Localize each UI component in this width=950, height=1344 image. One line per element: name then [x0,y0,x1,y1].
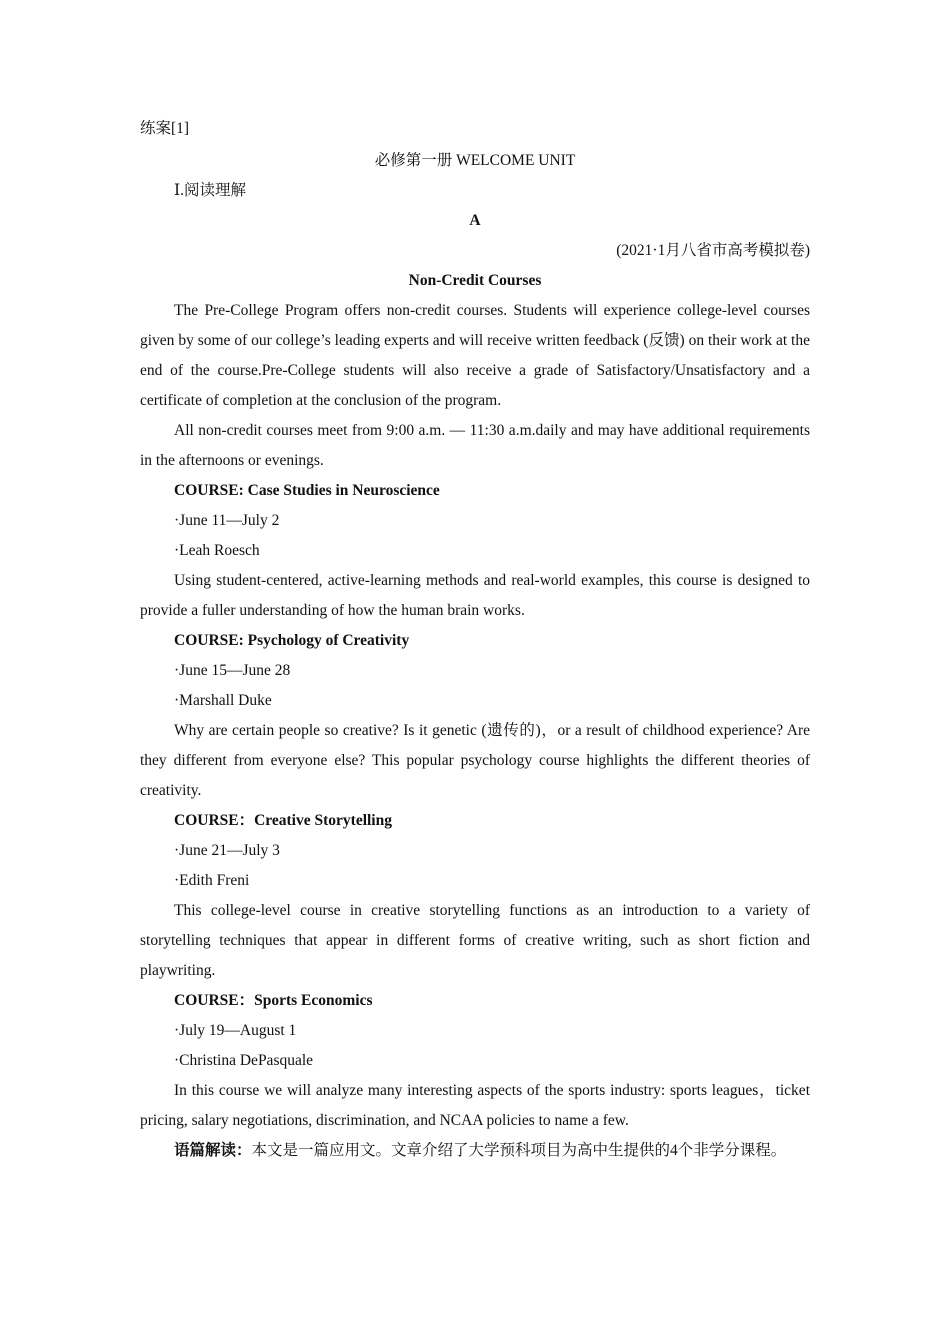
course-block [140,626,810,806]
part-letter: A [469,212,481,229]
course-dates: ·June 11—July 2 [174,512,280,529]
passage-analysis [140,1136,810,1166]
course-title: COURSE: Psychology of Creativity [174,632,410,649]
course-dates: ·June 15—June 28 [174,662,291,679]
course-instructor: ·Marshall Duke [174,692,272,709]
intro-paragraph: The Pre-College Program offers non-credit courses. Students will experience college-level courses given by some of our college’s leading experts and will receive written feedback (反馈) on their work at the end of the course.Pre-College students will also receive a grade of Satisfactory/Unsatisfactory and a certificate of completion at the conclusion of the program. [140,302,810,409]
passage-analysis-text: 本文是一篇应用文。文章介绍了大学预科项目为高中生提供的4个非学分课程。 [251,1142,787,1159]
course-block [140,476,810,626]
document-page [140,114,810,1166]
source-citation: (2021·1月八省市高考模拟卷) [616,242,810,259]
course-description: Using student-centered, active-learning methods and real-world examples, this course is designed to provide a fuller understanding of how the human brain works. [140,572,810,619]
course-description: In this course we will analyze many interesting aspects of the sports industry: sports leagues，ticket pricing, salary negotiations, discrimination, and NCAA policies to name a few. [140,1082,810,1129]
passage-analysis-label: 语篇解读： [174,1142,252,1159]
course-dates: ·June 21—July 3 [174,842,280,859]
article-title: Non-Credit Courses [408,272,542,289]
course-title: COURSE：Sports Economics [174,992,373,1009]
exercise-label: 练案[1] [140,120,190,137]
course-block [140,986,810,1136]
section-label: Ⅰ.阅读理解 [174,182,246,199]
course-block [140,806,810,986]
course-description: Why are certain people so creative? Is it genetic (遗传的)，or a result of childhood experience? Are they different from everyone else? This popular psychology course highlights the different theories of creativity. [140,722,810,799]
course-title: COURSE：Creative Storytelling [174,812,392,829]
intro-paragraph: All non-credit courses meet from 9:00 a.m. — 11:30 a.m.daily and may have additional requirements in the afternoons or evenings. [140,422,810,469]
course-instructor: ·Edith Freni [174,872,250,889]
course-dates: ·July 19—August 1 [174,1022,297,1039]
course-instructor: ·Christina DePasquale [174,1052,314,1069]
course-description: This college-level course in creative storytelling functions as an introduction to a variety of storytelling techniques that appear in different forms of creative writing, such as short fiction and playwriting. [140,902,810,979]
course-instructor: ·Leah Roesch [174,542,260,559]
unit-title: 必修第一册 WELCOME UNIT [374,152,576,169]
course-title: COURSE: Case Studies in Neuroscience [174,482,440,499]
